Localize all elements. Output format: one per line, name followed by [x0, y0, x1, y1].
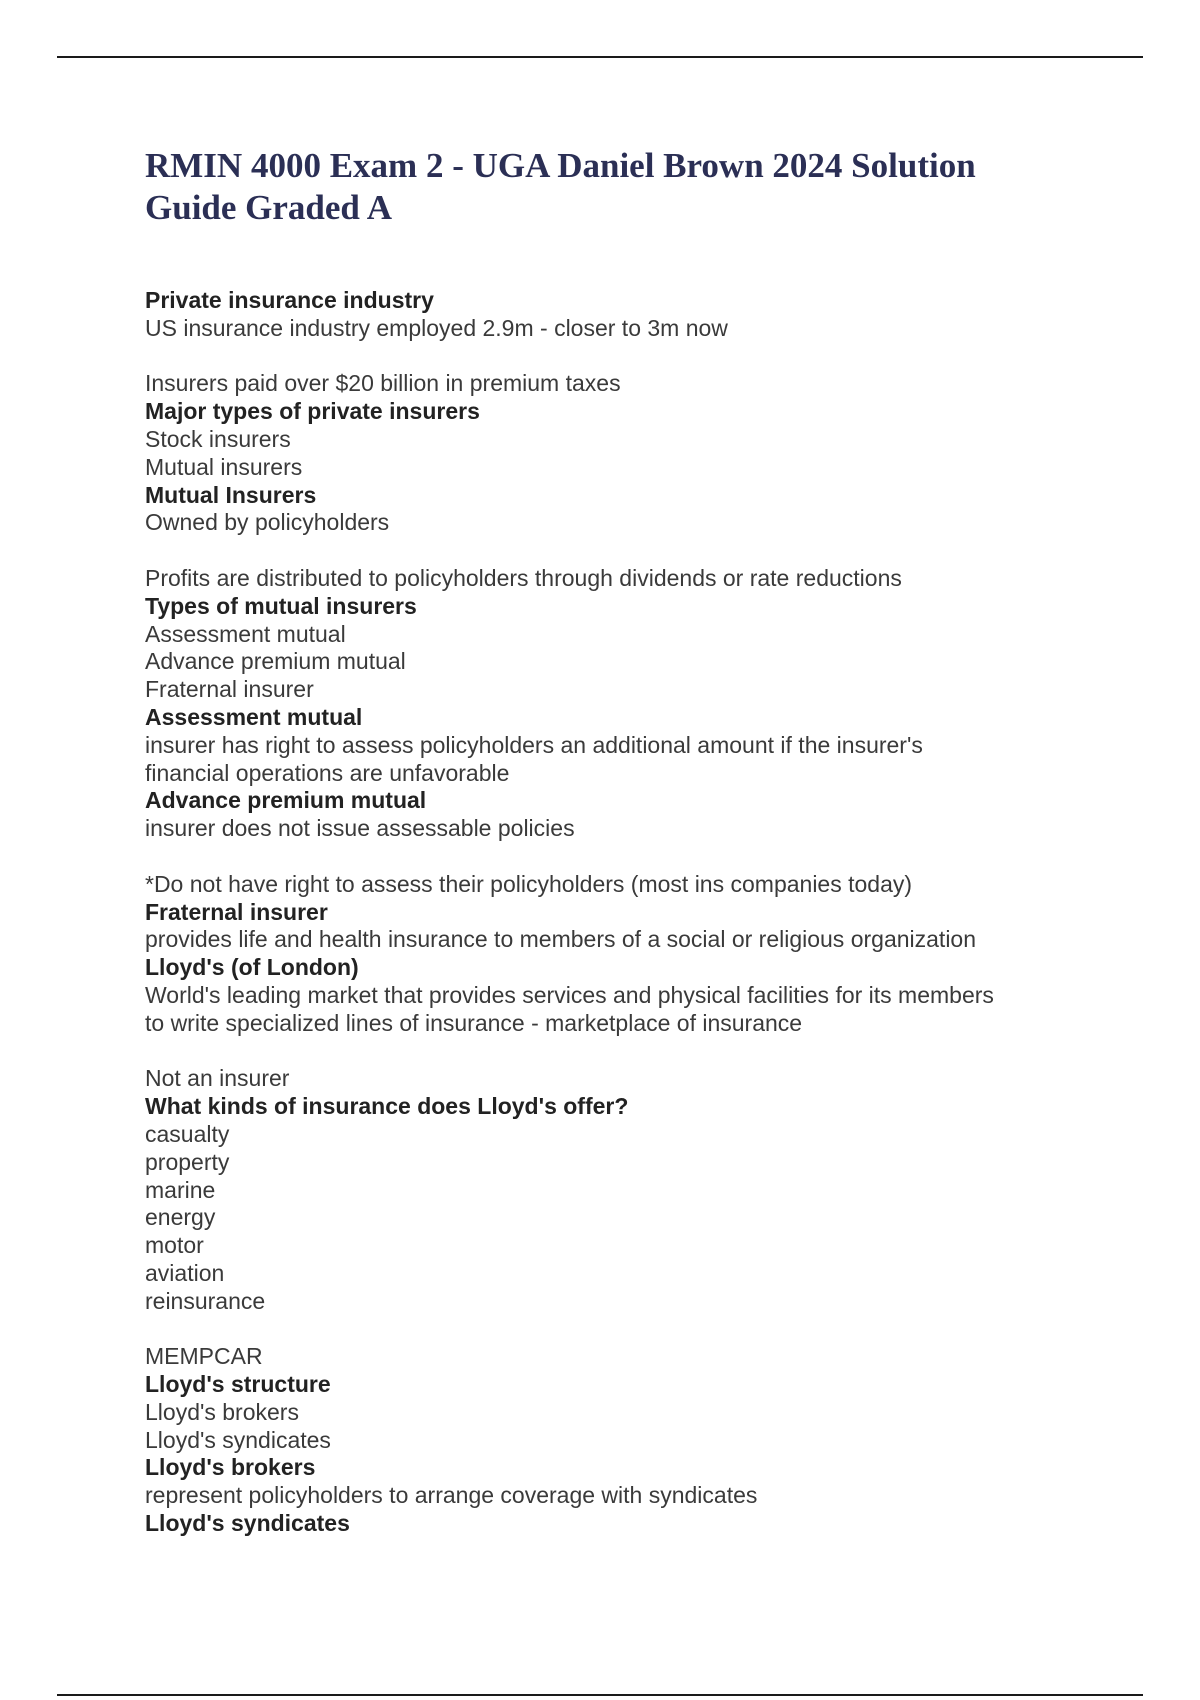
flashcard-definition: financial operations are unfavorable [145, 759, 510, 786]
blank-line [145, 343, 1075, 371]
flashcard-definition: Assessment mutual [145, 620, 346, 647]
flashcard-term: What kinds of insurance does Lloyd's offer? [145, 1093, 629, 1120]
flashcard-definition: property [145, 1148, 230, 1175]
flashcard-definition: energy [145, 1204, 216, 1231]
flashcard-definition: Stock insurers [145, 425, 291, 452]
blank-line [145, 537, 1075, 565]
flashcard-definition: Fraternal insurer [145, 676, 314, 703]
flashcard-definition: Owned by policyholders [145, 509, 390, 536]
flashcard-definition: US insurance industry employed 2.9m - closer to 3m now [145, 314, 728, 341]
flashcard-term: Assessment mutual [145, 703, 363, 730]
flashcard-definition: Mutual insurers [145, 453, 303, 480]
blank-line [145, 843, 1075, 871]
flashcard-term: Lloyd's (of London) [145, 954, 359, 981]
flashcard-definition: Not an insurer [145, 1065, 290, 1092]
document-body [145, 287, 1075, 1538]
flashcard-definition: aviation [145, 1259, 225, 1286]
flashcard-term: Types of mutual insurers [145, 592, 417, 619]
flashcard-term: Mutual Insurers [145, 481, 317, 508]
flashcard-definition: Lloyd's syndicates [145, 1426, 331, 1453]
flashcard-term: Lloyd's brokers [145, 1454, 316, 1481]
flashcard-term: Lloyd's syndicates [145, 1510, 350, 1537]
flashcard-definition: Insurers paid over $20 billion in premium taxes [145, 370, 621, 397]
blank-line [145, 1315, 1075, 1343]
flashcard-definition: motor [145, 1232, 204, 1259]
flashcard-definition: *Do not have right to assess their policyholders (most ins companies today) [145, 870, 913, 897]
flashcard-term: Fraternal insurer [145, 898, 328, 925]
flashcard-definition: World's leading market that provides services and physical facilities for its members [145, 981, 994, 1008]
flashcard-definition: Advance premium mutual [145, 648, 406, 675]
flashcard-definition: provides life and health insurance to members of a social or religious organization [145, 926, 977, 953]
flashcard-definition: insurer does not issue assessable policies [145, 815, 575, 842]
flashcard-term: Lloyd's structure [145, 1371, 331, 1398]
blank-line [145, 1038, 1075, 1066]
bottom-rule [57, 1694, 1143, 1696]
flashcard-definition: Profits are distributed to policyholders through dividends or rate reductions [145, 564, 902, 591]
flashcard-definition: represent policyholders to arrange coverage with syndicates [145, 1482, 758, 1509]
flashcard-definition: insurer has right to assess policyholders an additional amount if the insurer's [145, 731, 923, 758]
flashcard-definition: to write specialized lines of insurance - marketplace of insurance [145, 1009, 803, 1036]
flashcard-term: Private insurance industry [145, 287, 434, 313]
top-rule [57, 56, 1143, 58]
flashcard-term: Major types of private insurers [145, 398, 480, 425]
flashcard-definition: marine [145, 1176, 216, 1203]
flashcard-definition: casualty [145, 1120, 230, 1147]
flashcard-term: Advance premium mutual [145, 787, 427, 814]
flashcard-definition: reinsurance [145, 1287, 266, 1314]
document-title: RMIN 4000 Exam 2 - UGA Daniel Brown 2024 Solution Guide Graded A [145, 146, 976, 227]
flashcard-definition: MEMPCAR [145, 1343, 263, 1370]
flashcard-definition: Lloyd's brokers [145, 1398, 299, 1425]
